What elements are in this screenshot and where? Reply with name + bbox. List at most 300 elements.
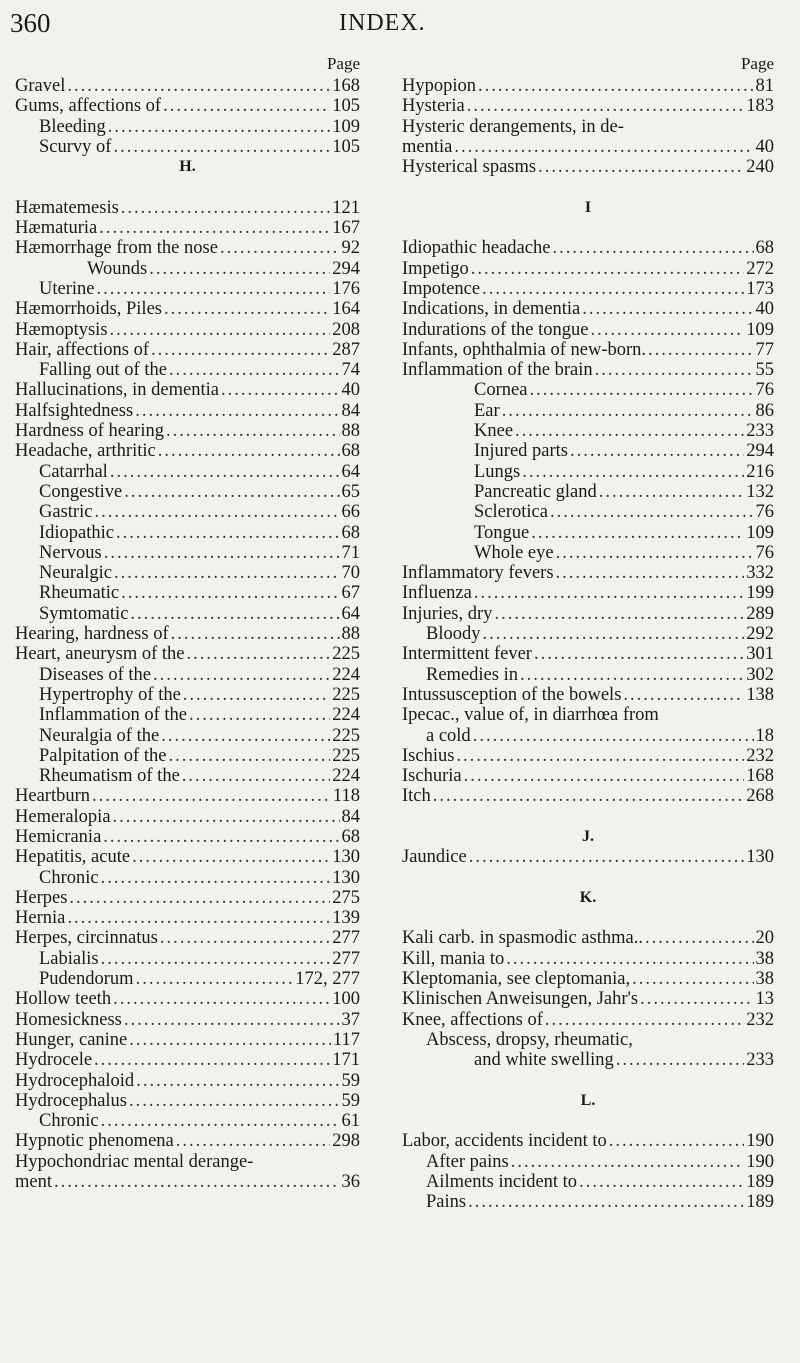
- index-subentry: [15, 137, 360, 157]
- entry-page-number: 105: [332, 96, 360, 117]
- section-letter: I: [584, 198, 592, 216]
- entry-label: Hæmaturia: [15, 218, 98, 239]
- leader-dots: [114, 563, 340, 583]
- leader-dots: [103, 827, 339, 847]
- index-entry: [15, 1030, 360, 1050]
- leader-dots: [168, 746, 330, 766]
- entry-page-number: 190: [746, 1151, 774, 1172]
- entry-page-number: 292: [746, 624, 774, 645]
- entry-label: Gums, affections of: [15, 96, 162, 117]
- entry-label: Hypopion: [402, 76, 476, 96]
- leader-dots: [169, 360, 340, 380]
- entry-page-number: 38: [755, 969, 774, 990]
- leader-dots: [94, 502, 339, 522]
- entry-page-number: 81: [755, 76, 774, 96]
- entry-label: Chronic: [39, 867, 99, 888]
- index-entry: [15, 1091, 360, 1111]
- entry-page-number: 66: [341, 502, 360, 523]
- index-entry: [402, 644, 774, 664]
- section-letter: J.: [582, 827, 594, 845]
- leader-dots: [94, 1050, 330, 1070]
- leader-dots: [166, 421, 340, 441]
- leader-dots: [433, 786, 744, 806]
- index-subentry: [15, 949, 360, 969]
- entry-label: ment: [15, 1172, 52, 1193]
- entry-label: Hernia: [15, 908, 66, 929]
- entry-label: Hydrocephaloid: [15, 1070, 135, 1091]
- entry-page-number: 233: [746, 421, 774, 442]
- leader-dots: [456, 746, 744, 766]
- leader-dots: [124, 1010, 340, 1030]
- leader-dots: [467, 96, 745, 116]
- entry-label: Injuries, dry: [402, 603, 493, 624]
- entry-label: Pains: [426, 1192, 467, 1213]
- index-subentry: [15, 583, 360, 603]
- entry-label: Hallucinations, in dementia: [15, 380, 219, 401]
- leader-dots: [552, 238, 753, 258]
- entry-label: Gravel: [15, 76, 66, 96]
- entry-page-number: 225: [332, 644, 360, 665]
- entry-page-number: 233: [746, 1050, 774, 1071]
- leader-dots: [221, 380, 340, 400]
- leader-dots: [113, 137, 330, 157]
- leader-dots: [545, 1010, 744, 1030]
- leader-dots: [570, 441, 744, 461]
- index-subentry: [15, 462, 360, 482]
- entry-page-number: 130: [746, 847, 774, 868]
- index-entry: [15, 888, 360, 908]
- entry-page-number: 208: [332, 319, 360, 340]
- entry-page-number: 61: [341, 1111, 360, 1132]
- index-subentry: [402, 401, 774, 421]
- entry-page-number: 38: [755, 948, 774, 969]
- entry-label: Ischuria: [402, 766, 462, 787]
- leader-dots: [132, 847, 330, 867]
- entry-label: Catarrhal: [39, 461, 108, 482]
- spacer: [402, 868, 774, 888]
- entry-label: Abscess, dropsy, rheumatic,: [426, 1029, 633, 1050]
- leader-dots: [522, 462, 744, 482]
- index-subentry: [15, 279, 360, 299]
- entry-page-number: 164: [332, 299, 360, 320]
- leader-dots: [582, 299, 753, 319]
- index-entry: [402, 604, 774, 624]
- index-subentry: [15, 969, 360, 989]
- entry-page-number: 224: [332, 705, 360, 726]
- entry-page-number: 70: [341, 563, 360, 584]
- leader-dots: [69, 888, 330, 908]
- index-subentry: [402, 421, 774, 441]
- leader-dots: [531, 523, 744, 543]
- leader-dots: [645, 928, 754, 948]
- spacer: [402, 908, 774, 928]
- index-entry: [402, 137, 774, 157]
- index-subentry: [402, 726, 774, 746]
- leader-dots: [163, 96, 330, 116]
- index-entry: [402, 847, 774, 867]
- entry-label: Influenza: [402, 583, 472, 604]
- index-subentry: [15, 746, 360, 766]
- leader-dots: [579, 1172, 744, 1192]
- entry-page-number: 189: [746, 1192, 774, 1213]
- entry-label: Hollow teeth: [15, 989, 112, 1010]
- leader-dots: [474, 583, 744, 603]
- index-entry: [402, 360, 774, 380]
- entry-label: Hysteric derangements, in de-: [402, 116, 624, 137]
- entry-label: Tongue: [474, 522, 530, 543]
- leader-dots: [494, 604, 744, 624]
- index-entry: [402, 340, 774, 360]
- leader-dots: [550, 502, 754, 522]
- index-entry: [402, 76, 774, 96]
- leader-dots: [160, 928, 330, 948]
- index-subentry: [15, 482, 360, 502]
- index-entry: [15, 928, 360, 948]
- entry-page-number: 189: [746, 1172, 774, 1193]
- entry-label: Indications, in dementia: [402, 299, 581, 320]
- leader-dots: [108, 117, 330, 137]
- entry-page-number: 277: [332, 928, 360, 949]
- index-entry: [15, 441, 360, 461]
- index-entry: [15, 807, 360, 827]
- leader-dots: [616, 1050, 744, 1070]
- entry-label: Heart, aneurysm of the: [15, 644, 185, 665]
- entry-page-number: 92: [341, 238, 360, 259]
- entry-label: Whole eye: [474, 542, 554, 563]
- leader-dots: [556, 543, 754, 563]
- spacer: [15, 177, 360, 197]
- leader-dots: [124, 482, 339, 502]
- entry-label: Hydrocele: [15, 1050, 93, 1071]
- leader-dots: [478, 76, 754, 96]
- entry-label: Chronic: [39, 1111, 99, 1132]
- leader-dots: [110, 320, 331, 340]
- entry-page-number: 294: [746, 441, 774, 462]
- leader-dots: [182, 766, 330, 786]
- entry-label: Hypertrophy of the: [39, 684, 181, 705]
- entry-page-number: 132: [746, 481, 774, 502]
- leader-dots: [640, 989, 753, 1009]
- leader-dots: [149, 259, 330, 279]
- index-entry: [15, 380, 360, 400]
- index-subentry: [402, 1192, 774, 1212]
- leader-dots: [176, 1131, 331, 1151]
- entry-page-number: 287: [332, 339, 360, 360]
- entry-page-number: 240: [746, 157, 774, 178]
- entry-page-number: 298: [332, 1131, 360, 1152]
- entry-label: Rheumatic: [39, 583, 120, 604]
- index-entry: [402, 989, 774, 1009]
- entry-label: Headache, arthritic: [15, 441, 156, 462]
- entry-page-number: 88: [341, 421, 360, 442]
- leader-dots: [534, 644, 744, 664]
- index-entry: [402, 157, 774, 177]
- index-entry: [402, 563, 774, 583]
- entry-page-number: 190: [746, 1131, 774, 1152]
- entry-label: Hysterical spasms: [402, 157, 537, 178]
- entry-page-number: 109: [746, 319, 774, 340]
- entry-page-number: 88: [341, 624, 360, 645]
- page-number: 360: [10, 8, 51, 38]
- entry-label: Sclerotica: [474, 502, 548, 523]
- leader-dots: [520, 665, 744, 685]
- index-subentry: [402, 380, 774, 400]
- index-entry: [15, 401, 360, 421]
- entry-label: Knee: [474, 421, 514, 442]
- entry-page-number: 130: [332, 867, 360, 888]
- index-subentry: [15, 1111, 360, 1131]
- entry-label: Inflammation of the: [39, 705, 187, 726]
- entry-page-number: 139: [332, 908, 360, 929]
- entry-page-number: 225: [332, 725, 360, 746]
- entry-page-number: 74: [341, 360, 360, 381]
- leader-dots: [116, 523, 339, 543]
- leader-dots: [99, 218, 330, 238]
- index-entry: [15, 96, 360, 116]
- leader-dots: [471, 259, 744, 279]
- section-letter: K.: [579, 888, 597, 906]
- leader-dots: [556, 563, 745, 583]
- entry-page-number: 40: [755, 136, 774, 157]
- entry-page-number: 40: [341, 380, 360, 401]
- entry-label: Injured parts: [474, 441, 569, 462]
- leader-dots: [121, 198, 330, 218]
- entry-page-number: 13: [755, 989, 774, 1010]
- index-subentry: [15, 523, 360, 543]
- leader-dots: [158, 441, 340, 461]
- leader-dots: [121, 583, 339, 603]
- index-subentry: [15, 502, 360, 522]
- entry-label: Gastric: [39, 502, 93, 523]
- leader-dots: [468, 1192, 744, 1212]
- leader-dots: [104, 543, 340, 563]
- index-entry: [15, 340, 360, 360]
- entry-label: Congestive: [39, 481, 123, 502]
- leader-dots: [113, 807, 340, 827]
- index-entry: [15, 299, 360, 319]
- index-entry: [15, 644, 360, 664]
- leader-dots: [129, 1030, 331, 1050]
- leader-dots: [469, 847, 745, 867]
- entry-page-number: 105: [332, 136, 360, 157]
- entry-label: Intermittent fever: [402, 644, 532, 665]
- entry-page-number: 55: [755, 360, 774, 381]
- entry-label: Rheumatism of the: [39, 766, 180, 787]
- entry-page-number: 232: [746, 1009, 774, 1030]
- entry-label: Nervous: [39, 542, 102, 563]
- leader-dots: [220, 238, 340, 258]
- entry-label: Neuralgia of the: [39, 725, 160, 746]
- entry-label: Hypochondriac mental derange-: [15, 1151, 254, 1172]
- entry-page-number: 130: [332, 847, 360, 868]
- entry-label: Homesickness: [15, 1009, 122, 1030]
- entry-label: mentia: [402, 136, 453, 157]
- index-entry: [15, 847, 360, 867]
- index-entry: [402, 928, 774, 948]
- entry-label: Hæmorrhage from the nose: [15, 238, 218, 259]
- spacer: [402, 177, 774, 197]
- leader-dots: [473, 726, 754, 746]
- entry-page-number: 37: [341, 1009, 360, 1030]
- entry-label: After pains: [426, 1151, 509, 1172]
- entry-label: Indurations of the tongue: [402, 319, 589, 340]
- entry-page-number: 301: [746, 644, 774, 665]
- index-entry: [15, 989, 360, 1009]
- entry-page-number: 18: [755, 725, 774, 746]
- leader-dots: [101, 1111, 340, 1131]
- index-subentry: [15, 766, 360, 786]
- leader-dots: [464, 766, 745, 786]
- entry-label: Lungs: [474, 461, 521, 482]
- leader-dots: [110, 462, 340, 482]
- entry-label: Itch: [402, 786, 431, 807]
- index-subentry: [15, 563, 360, 583]
- entry-page-number: 68: [755, 238, 774, 259]
- entry-label: Kill, mania to: [402, 948, 505, 969]
- index-entry: [402, 685, 774, 705]
- index-subentry: [15, 868, 360, 888]
- entry-page-number: 65: [341, 481, 360, 502]
- entry-page-number: 59: [341, 1090, 360, 1111]
- entry-page-number: 121: [332, 197, 360, 218]
- leader-dots: [136, 1071, 339, 1091]
- entry-label: Bloody: [426, 624, 481, 645]
- entry-page-number: 171: [332, 1050, 360, 1071]
- leader-dots: [153, 665, 330, 685]
- entry-page-number: 294: [332, 258, 360, 279]
- entry-page-number: 109: [332, 116, 360, 137]
- entry-page-number: 76: [755, 380, 774, 401]
- column-page-header: Page: [326, 54, 360, 73]
- index-entry: [402, 1010, 774, 1030]
- entry-label: Palpitation of the: [39, 745, 167, 766]
- leader-dots: [101, 868, 331, 888]
- entry-label: Neuralgic: [39, 563, 112, 584]
- leader-dots: [67, 76, 330, 96]
- entry-label: Hæmorrhoids, Piles: [15, 299, 162, 320]
- entry-page-number: 86: [755, 400, 774, 421]
- leader-dots: [648, 340, 753, 360]
- index-subentry: [15, 117, 360, 137]
- leader-dots: [189, 705, 330, 725]
- leader-dots: [183, 685, 330, 705]
- index-subentry: [15, 360, 360, 380]
- index-column-left: [15, 52, 360, 1192]
- leader-dots: [502, 401, 754, 421]
- leader-dots: [609, 1131, 745, 1151]
- entry-page-number: 118: [332, 786, 360, 807]
- entry-page-number: 332: [746, 563, 774, 584]
- entry-label: Klinischen Anweisungen, Jahr's: [402, 989, 639, 1010]
- page-title: INDEX.: [339, 10, 426, 36]
- entry-page-number: 183: [746, 96, 774, 117]
- index-entry: [15, 1131, 360, 1151]
- leader-dots: [129, 1091, 340, 1111]
- entry-page-number: 77: [755, 339, 774, 360]
- entry-page-number: 302: [746, 664, 774, 685]
- index-subentry: [15, 705, 360, 725]
- entry-page-number: 225: [332, 684, 360, 705]
- entry-label: Ear: [474, 400, 500, 421]
- entry-label: Bleeding: [39, 116, 106, 137]
- entry-label: Hæmoptysis: [15, 319, 108, 340]
- spacer: [402, 1071, 774, 1091]
- entry-page-number: 176: [332, 278, 360, 299]
- index-entry: [15, 238, 360, 258]
- entry-label: Hearing, hardness of: [15, 624, 169, 645]
- entry-page-number: 173: [746, 278, 774, 299]
- entry-label: Pancreatic gland: [474, 481, 597, 502]
- entry-page-number: 68: [341, 826, 360, 847]
- entry-page-number: 275: [332, 887, 360, 908]
- leader-dots: [92, 786, 331, 806]
- entry-label: Idiopathic: [39, 522, 115, 543]
- leader-dots: [482, 279, 744, 299]
- leader-dots: [54, 1172, 340, 1192]
- index-entry: [402, 949, 774, 969]
- entry-label: Kali carb. in spasmodic asthma..: [402, 928, 643, 949]
- entry-label: Herpes: [15, 887, 68, 908]
- entry-page-number: 277: [332, 948, 360, 969]
- leader-dots: [67, 908, 330, 928]
- entry-label: Symtomatic: [39, 603, 129, 624]
- entry-label: Infants, ophthalmia of new-born.: [402, 339, 647, 360]
- index-subentry: [15, 685, 360, 705]
- entry-label: Intussusception of the bowels: [402, 684, 622, 705]
- entry-label: Pudendorum: [39, 969, 134, 990]
- index-entry: [402, 259, 774, 279]
- index-entry: [402, 299, 774, 319]
- index-subentry: [15, 604, 360, 624]
- index-entry: [402, 746, 774, 766]
- leader-dots: [96, 279, 330, 299]
- leader-dots: [506, 949, 753, 969]
- entry-page-number: 109: [746, 522, 774, 543]
- entry-page-number: 84: [341, 400, 360, 421]
- index-entry: [402, 96, 774, 116]
- index-entry: [15, 198, 360, 218]
- leader-dots: [101, 949, 331, 969]
- index-subentry: [402, 523, 774, 543]
- entry-page-number: 64: [341, 603, 360, 624]
- entry-page-number: 76: [755, 502, 774, 523]
- leader-dots: [529, 380, 753, 400]
- entry-label: Kleptomania, see cleptomania,: [402, 969, 631, 990]
- entry-label: Heartburn: [15, 786, 90, 807]
- index-subentry: [402, 441, 774, 461]
- entry-label: Labialis: [39, 948, 99, 969]
- index-entry: [402, 1131, 774, 1151]
- entry-label: Hypnotic phenomena: [15, 1131, 174, 1152]
- entry-label: Hemeralopia: [15, 806, 111, 827]
- entry-label: Cornea: [474, 380, 528, 401]
- entry-page-number: 272: [746, 258, 774, 279]
- index-entry: [15, 908, 360, 928]
- index-subentry: [402, 1050, 774, 1070]
- index-entry: [15, 1071, 360, 1091]
- index-entry: [15, 1152, 360, 1172]
- entry-label: Knee, affections of: [402, 1009, 543, 1030]
- entry-label: Diseases of the: [39, 664, 151, 685]
- entry-label: Impetigo: [402, 258, 469, 279]
- entry-label: Inflammation of the brain: [402, 360, 593, 381]
- leader-dots: [161, 726, 330, 746]
- page-header: [0, 8, 800, 48]
- entry-page-number: 167: [332, 218, 360, 239]
- entry-label: Ipecac., value of, in diarrhœa from: [402, 705, 659, 726]
- entry-page-number: 289: [746, 603, 774, 624]
- leader-dots: [623, 685, 744, 705]
